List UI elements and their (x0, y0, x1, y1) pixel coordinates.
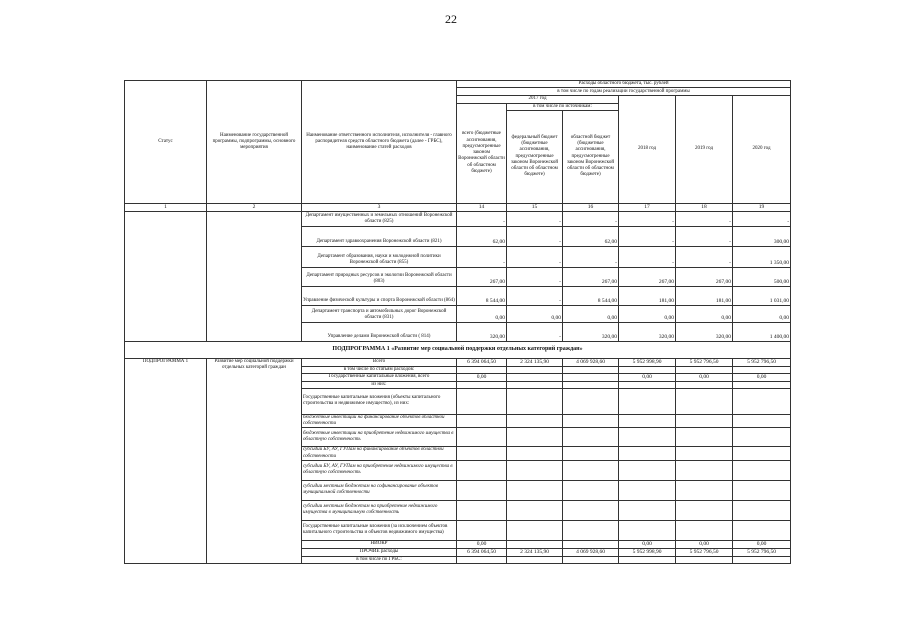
cell-value (619, 556, 676, 563)
cell-value (563, 428, 619, 447)
row-label: бюджетные инвестиции на финансирование объектов областной собственности (302, 414, 457, 428)
cell-value (563, 520, 619, 540)
expenses-table (124, 80, 791, 564)
subprogram-section (125, 358, 791, 563)
cell-value (563, 540, 619, 548)
cell-value (676, 447, 733, 461)
subprogram-name: Развитие мер социальной поддержки отдельных категорий граждан (207, 358, 302, 563)
cell-value (676, 366, 733, 373)
cell-value (563, 460, 619, 480)
grbs-name: Департамент имущественных и земельных отношений Воронежской области (825) (302, 211, 457, 226)
cell-value: 4 069 928,60 (563, 358, 619, 366)
cell-value (507, 414, 563, 428)
page-number: 22 (445, 12, 457, 26)
cell-value (563, 366, 619, 373)
cell-value (563, 500, 619, 520)
cell-value (676, 388, 733, 414)
grbs-value: 181,00 (619, 286, 676, 305)
grbs-name: Департамент образования, науки и молодежной политики Воронежской области (855) (302, 246, 457, 267)
cell-value (619, 500, 676, 520)
cell-value (457, 428, 507, 447)
cell-value (507, 480, 563, 500)
cell-value: 0,00 (457, 373, 507, 381)
cell-value (457, 480, 507, 500)
cell-value: 5 952 796,50 (676, 548, 733, 556)
cell-value (619, 520, 676, 540)
row-label: Государственные капитальные вложения (за исключением объектов капитального строительства и объектов недвижимого имущества) (302, 520, 457, 540)
grbs-value: 8 544,00 (563, 286, 619, 305)
cell-value (457, 366, 507, 373)
col-num: 15 (507, 203, 563, 211)
row-label: субсидии БУ, АУ, ГУПам на финансирование объектов областной собственности (302, 447, 457, 461)
cell-value (563, 414, 619, 428)
row-label: субсидии местным бюджетам на софинансирование объектов муниципальной собственности (302, 480, 457, 500)
row-label: бюджетные инвестиции на приобретение недвижимого имущества в областную собственность (302, 428, 457, 447)
cell-value: 4 069 928,60 (563, 548, 619, 556)
cell-value (619, 480, 676, 500)
grbs-value: - (507, 246, 563, 267)
cell-value (563, 388, 619, 414)
subprogram-title: ПОДПРОГРАММА 1 «Развитие мер социальной поддержки отдельных категорий граждан» (125, 341, 791, 358)
cell-value (563, 447, 619, 461)
cell-value: 2 324 135,90 (507, 358, 563, 366)
cell-value (733, 460, 791, 480)
grbs-value: - (507, 267, 563, 286)
col-num: 19 (733, 203, 791, 211)
grbs-value: 267,00 (619, 267, 676, 286)
grbs-value: - (507, 211, 563, 226)
cell-value (733, 381, 791, 388)
cell-value (619, 388, 676, 414)
cell-value (619, 414, 676, 428)
grbs-value: - (457, 211, 507, 226)
cell-value (507, 500, 563, 520)
subprogram-status: ПОДПРОГРАММА 1 (125, 358, 207, 563)
cell-value (676, 428, 733, 447)
cell-value (733, 500, 791, 520)
cell-value (733, 520, 791, 540)
col-num: 3 (302, 203, 457, 211)
grbs-value: - (507, 286, 563, 305)
row-label: НИОКР (302, 540, 457, 548)
cell-value (507, 373, 563, 381)
grbs-name: Управление делами Воронежской области ( 814) (302, 322, 457, 341)
grbs-value: 320,00 (676, 322, 733, 341)
row-label: в том числе по статьям расходов: (302, 366, 457, 373)
cell-value (619, 381, 676, 388)
grbs-name: Департамент здравоохранения Воронежской области (821) (302, 226, 457, 246)
cell-value (457, 556, 507, 563)
cell-value (563, 480, 619, 500)
cell-value (619, 428, 676, 447)
col-num: 16 (563, 203, 619, 211)
cell-value (733, 447, 791, 461)
grbs-value: - (507, 226, 563, 246)
cell-value (676, 520, 733, 540)
grbs-value: 0,00 (619, 305, 676, 322)
cell-value (676, 381, 733, 388)
grbs-value: 300,00 (733, 226, 791, 246)
cell-value (733, 480, 791, 500)
grbs-value: - (619, 226, 676, 246)
row-label: ПРОЧИЕ расходы (302, 548, 457, 556)
col-num: 2 (207, 203, 302, 211)
grbs-value: 0,00 (507, 305, 563, 322)
table-row (125, 358, 791, 366)
header-regional-col: областной бюджет (бюджетные ассигнования, предусмотренные законом Воронежской области об областном бюджете) (563, 110, 619, 203)
subprogram-title-row (125, 341, 791, 358)
row-label: Государственные капитальные вложения, всего (302, 373, 457, 381)
grbs-value: - (507, 322, 563, 341)
col-num: 17 (619, 203, 676, 211)
row-label: субсидии местным бюджетам на приобретение недвижимого имущества в муниципальную собственность (302, 500, 457, 520)
grbs-value: 0,00 (457, 305, 507, 322)
cell-value (507, 556, 563, 563)
cell-value (457, 447, 507, 461)
grbs-value: - (563, 246, 619, 267)
grbs-value: - (619, 211, 676, 226)
cell-value: 5 952 796,50 (733, 358, 791, 366)
header-expenses: Расходы областного бюджета, тыс. рублей (457, 81, 791, 88)
cell-value (507, 460, 563, 480)
grbs-value: 0,00 (563, 305, 619, 322)
cell-value (457, 500, 507, 520)
header-executor: Наименование ответственного исполнителя, исполнителя - главного распорядителя средств областного бюджета (далее - ГРБС), наименование статей расходов (302, 81, 457, 204)
cell-value: 6 394 064,50 (457, 358, 507, 366)
cell-value (457, 520, 507, 540)
grbs-value: 320,00 (619, 322, 676, 341)
cell-value (619, 366, 676, 373)
header-total-col: всего (бюджетные ассигнования, предусмотренные законом Воронежской области об областном бюджете) (457, 103, 507, 203)
table-header (125, 81, 791, 212)
grbs-value: - (676, 211, 733, 226)
cell-value (676, 556, 733, 563)
grbs-value: 500,00 (733, 267, 791, 286)
cell-value: 0,00 (733, 540, 791, 548)
grbs-name: Департамент транспорта и автомобильных дорог Воронежской области (831) (302, 305, 457, 322)
grbs-value: 320,00 (563, 322, 619, 341)
cell-value (676, 500, 733, 520)
cell-value (507, 520, 563, 540)
cell-value (457, 414, 507, 428)
grbs-value: 0,00 (733, 305, 791, 322)
cell-value (507, 381, 563, 388)
row-label: субсидии БУ, АУ, ГУПам на приобретение недвижимого имущества в областную собственность (302, 460, 457, 480)
grbs-value: 1 350,00 (733, 246, 791, 267)
cell-value (733, 414, 791, 428)
cell-value (563, 381, 619, 388)
cell-value (563, 373, 619, 381)
cell-value (457, 381, 507, 388)
grbs-value: 8 544,00 (457, 286, 507, 305)
grbs-value: 267,00 (676, 267, 733, 286)
cell-value (619, 460, 676, 480)
cell-value: 0,00 (619, 373, 676, 381)
cell-value (507, 388, 563, 414)
col-num: 1 (125, 203, 207, 211)
header-federal-col: федеральный бюджет (бюджетные ассигнования, предусмотренные законом Воронежской области об областном бюджете) (507, 110, 563, 203)
cell-value (676, 480, 733, 500)
grbs-value: 320,00 (457, 322, 507, 341)
cell-value (507, 428, 563, 447)
grbs-value: 62,00 (457, 226, 507, 246)
row-label: Государственные капитальные вложения (объекты капитального строительства и недвижимое имущество), из них: (302, 388, 457, 414)
cell-value (457, 388, 507, 414)
grbs-value: - (563, 211, 619, 226)
header-program-name: Наименование государственной программы, подпрограммы, основного мероприятия (207, 81, 302, 204)
cell-value (733, 428, 791, 447)
grbs-value: 267,00 (563, 267, 619, 286)
grbs-value: 0,00 (676, 305, 733, 322)
cell-value: 5 952 998,90 (619, 548, 676, 556)
header-by-years: в том числе по годам реализации государственной программы (457, 88, 791, 96)
cell-value: 0,00 (619, 540, 676, 548)
grbs-name: Департамент природных ресурсов и экологии Воронежской области (803) (302, 267, 457, 286)
grbs-value: - (619, 246, 676, 267)
cell-value (676, 414, 733, 428)
empty-cell (125, 211, 207, 341)
cell-value: 5 952 796,50 (676, 358, 733, 366)
cell-value (676, 460, 733, 480)
cell-value (563, 556, 619, 563)
column-numbers-row (125, 203, 791, 211)
grbs-value: - (457, 246, 507, 267)
cell-value (507, 540, 563, 548)
grbs-value: - (733, 211, 791, 226)
header-by-sources: в том числе по источникам: (507, 103, 619, 110)
cell-value (457, 460, 507, 480)
cell-value (733, 556, 791, 563)
cell-value (507, 366, 563, 373)
grbs-value: - (676, 226, 733, 246)
grbs-name: Управление физической культуры и спорта Воронежской области (864) (302, 286, 457, 305)
header-year-2017: 2017 год (457, 96, 619, 103)
row-label: в том числе по ГРБС: (302, 556, 457, 563)
cell-value: 6 394 064,50 (457, 548, 507, 556)
row-label: из них: (302, 381, 457, 388)
row-label: Всего (302, 358, 457, 366)
grbs-section (125, 211, 791, 358)
grbs-value: 1 400,00 (733, 322, 791, 341)
cell-value: 2 324 135,90 (507, 548, 563, 556)
grbs-value: - (676, 246, 733, 267)
grbs-value: 1 031,00 (733, 286, 791, 305)
cell-value (733, 388, 791, 414)
grbs-value: 267,00 (457, 267, 507, 286)
cell-value: 5 952 796,50 (733, 548, 791, 556)
col-num: 18 (676, 203, 733, 211)
header-year-2020: 2020 год (733, 96, 791, 204)
cell-value (507, 447, 563, 461)
header-status: Статус (125, 81, 207, 204)
header-year-2018: 2018 год (619, 96, 676, 204)
cell-value (733, 366, 791, 373)
table-row (125, 211, 791, 226)
header-year-2019: 2019 год (676, 96, 733, 204)
grbs-value: 62,00 (563, 226, 619, 246)
cell-value (619, 447, 676, 461)
cell-value: 0,00 (733, 373, 791, 381)
cell-value: 0,00 (676, 373, 733, 381)
cell-value: 0,00 (457, 540, 507, 548)
col-num: 14 (457, 203, 507, 211)
cell-value: 5 952 998,90 (619, 358, 676, 366)
cell-value: 0,00 (676, 540, 733, 548)
grbs-value: 181,00 (676, 286, 733, 305)
empty-cell (207, 211, 302, 341)
